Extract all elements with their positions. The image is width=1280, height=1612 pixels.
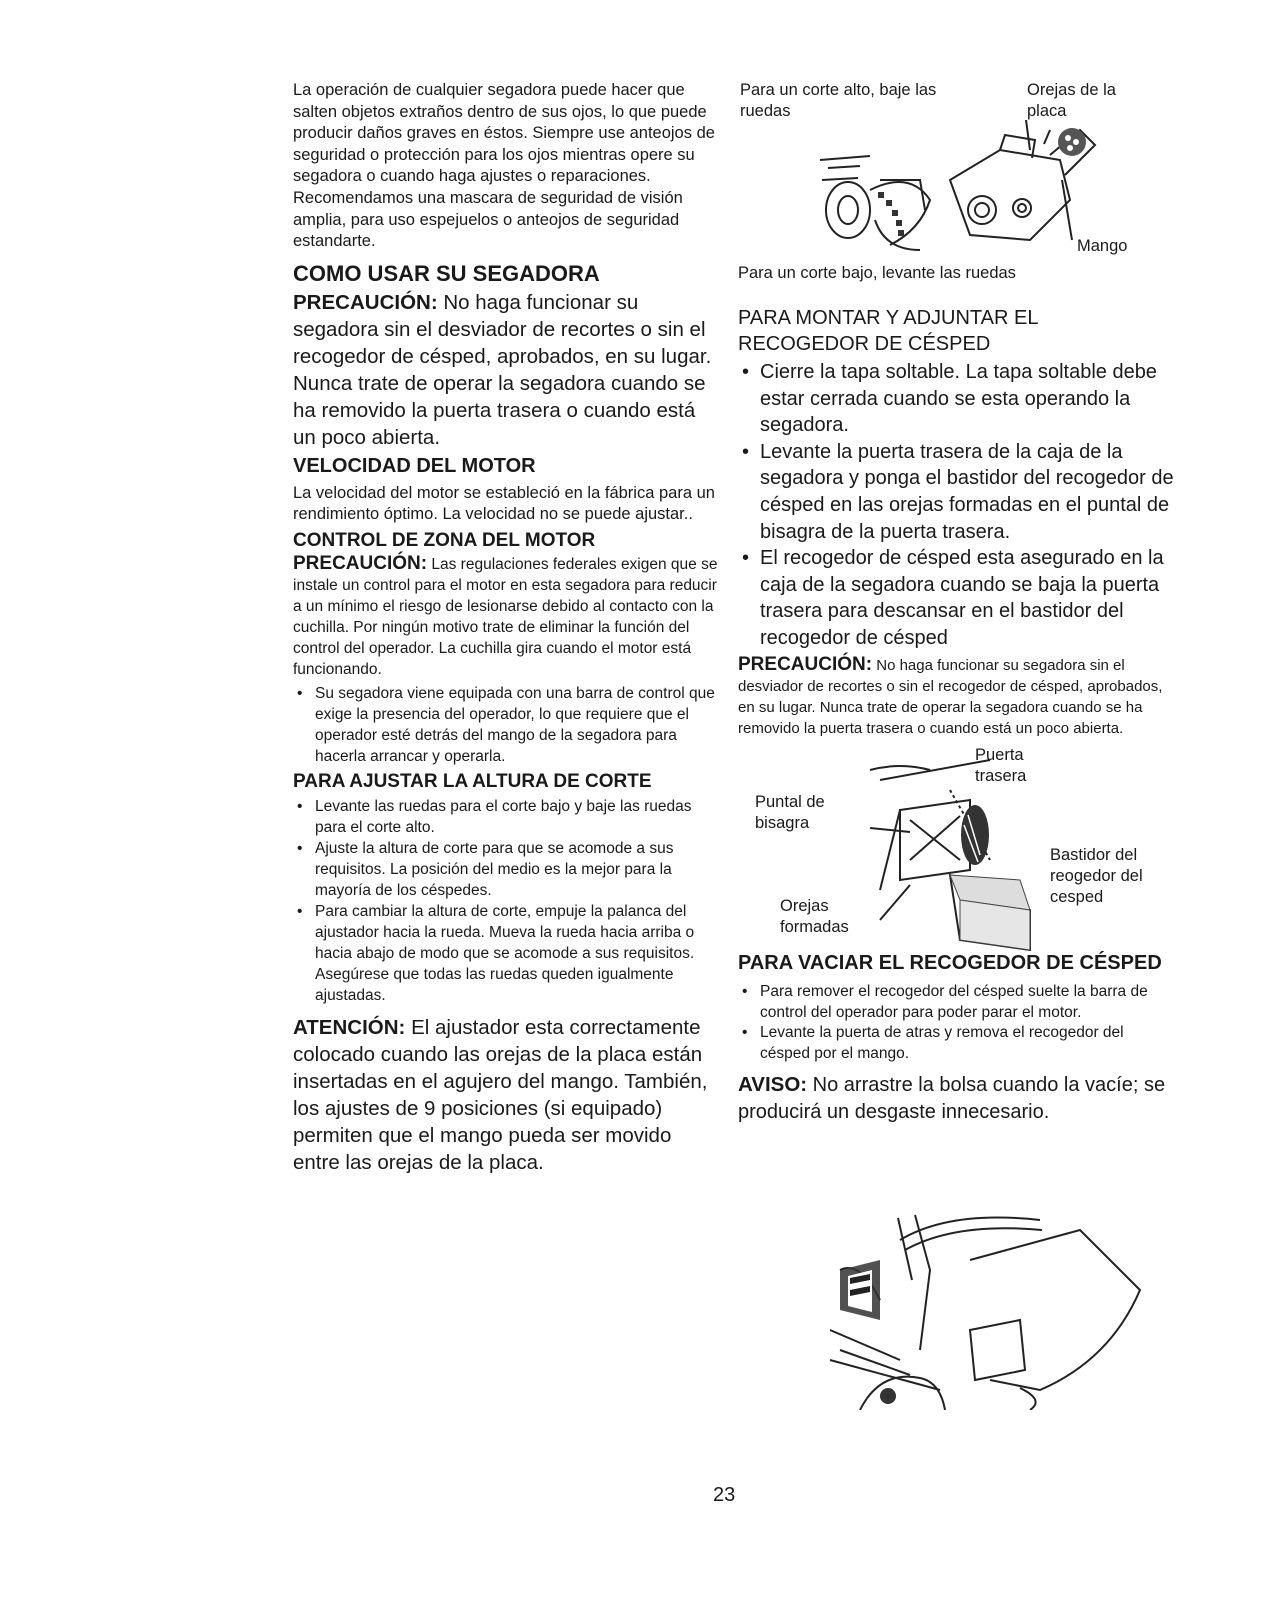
emptying-catcher-illustration	[820, 1210, 1150, 1410]
atencion-lead: ATENCIÓN:	[293, 1015, 406, 1039]
list-item: • Para cambiar la altura de corte, empuje la palanca del ajustador hacia la rueda. Mueva la rueda hacia arriba o hacia abajo de modo que se acomode a sus requisitos. Asegúrese que todas las ruedas queden igualmente ajustadas.	[293, 901, 723, 1006]
left-column	[293, 80, 723, 1176]
fig2-label-bastidor: Bastidor del reogedor del cesped	[1050, 846, 1143, 906]
caution-paragraph-2	[293, 553, 723, 680]
aviso-lead: AVISO:	[738, 1073, 808, 1096]
atencion-text: El ajustador esta correctamente colocado cuando las orejas de la placa están insertadas en el agujero del mango. También, los ajustes de 9 posiciones (si equipado) permiten que el mango pueda ser movido entre las orejas de la placa.	[293, 1015, 708, 1174]
atencion-paragraph	[293, 1014, 723, 1176]
aviso-paragraph	[738, 1072, 1174, 1125]
caution-text-3: No haga funcionar su segadora sin el desviador de recortes o sin el recogedor de césped, aprobados, en su lugar. Nunca trate de operar la segadora cuando se ha removido la puerta trasera o cuando está un poco abierta.	[738, 656, 1163, 737]
fig1-label-corte-alto: Para un corte alto, baje las ruedas	[740, 81, 937, 120]
aviso-text: No arrastre la bolsa cuando la vacíe; se producirá un desgaste innecesario.	[738, 1074, 1166, 1123]
right-column-text-1	[738, 305, 1174, 739]
heading-control-zona: CONTROL DE ZONA DEL MOTOR	[293, 529, 596, 551]
grass-catcher-frame-illustration	[840, 750, 1050, 960]
caution-text-1: No haga funcionar su segadora sin el desviador de recortes o sin el recogedor de césped, aprobados, en su lugar. Nunca trate de operar la segadora cuando se ha removido la puerta trasera o cuando está un poco abierta.	[293, 290, 712, 449]
intro-paragraph: La operación de cualquier segadora puede hacer que salten objetos extraños dentro de sus ojos, lo que puede producir daños graves en éstos. Siempre use anteojos de seguridad o protección para los ojos mientras opere su segadora o cuando haga ajustes o reparaciones. Recomendamos una mascara de seguridad de visión amplia, para uso espejuelos o anteojos de seguridad estandarte.	[293, 81, 715, 251]
caution-lead-1: PRECAUCIÓN:	[293, 290, 438, 314]
heading-velocidad: VELOCIDAD DEL MOTOR	[293, 454, 536, 477]
fig1-caption: Para un corte bajo, levante las ruedas	[738, 264, 1016, 282]
control-bullet-list	[293, 683, 723, 767]
right-column-text-2	[738, 948, 1174, 1125]
caution-lead-2: PRECAUCIÓN:	[293, 552, 428, 574]
fig2-label-orejas-formadas: Orejas formadas	[780, 897, 849, 936]
list-item: • Levante la puerta trasera de la caja de la segadora y ponga el bastidor del recogedor de césped en las orejas formadas en el puntal de bisagra de la puerta trasera.	[738, 439, 1174, 545]
montar-bullet-list	[738, 359, 1174, 652]
fig2-label-puntal-bisagra: Puntal de bisagra	[755, 793, 825, 832]
list-item: • Su segadora viene equipada con una barra de control que exige la presencia del operador, lo que requiere que el operador esté detrás del mango de la segadora para hacerla arrancar y operarla.	[293, 683, 723, 767]
vaciar-bullet-list	[738, 982, 1174, 1064]
list-item: • Cierre la tapa soltable. La tapa soltable debe estar cerrada cuando se esta operando la segadora.	[738, 359, 1174, 439]
heading-como-usar: COMO USAR SU SEGADORA	[293, 260, 600, 286]
caution-paragraph-3	[738, 654, 1174, 739]
caution-paragraph-1	[293, 289, 723, 451]
list-item: • El recogedor de césped esta asegurado en la caja de la segadora cuando se baja la puerta trasera para descansar en el bastidor del recogedor de césped	[738, 545, 1174, 651]
velocidad-paragraph: La velocidad del motor se estableció en la fábrica para un rendimiento óptimo. La velocidad no se puede ajustar..	[293, 483, 715, 524]
list-item: • Para remover el recogedor del césped suelte la barra de control del operador para poder parar el motor.	[738, 982, 1174, 1023]
list-item: • Levante la puerta de atras y remova el recogedor del césped por el mango.	[738, 1023, 1174, 1064]
caution-lead-3: PRECAUCIÓN:	[738, 653, 873, 675]
fig2-label-puerta-trasera: Puerta trasera	[975, 746, 1027, 785]
list-item: • Levante las ruedas para el corte bajo y baje las ruedas para el corte alto.	[293, 796, 723, 838]
altura-bullet-list	[293, 796, 723, 1006]
fig1-label-mango: Mango	[1077, 237, 1128, 255]
caution-text-2: Las regulaciones federales exigen que se instale un control para el motor en esta segadora para reducir a un mínimo el riesgo de lesionarse debido al contacto con la cuchilla. Por ningún motivo trate de eliminar la función del control del operador. La cuchilla gira cuando el motor está funcionando.	[293, 555, 718, 678]
heading-ajustar-altura: PARA AJUSTAR LA ALTURA DE CORTE	[293, 770, 652, 792]
heading-montar-recogedor: PARA MONTAR Y ADJUNTAR EL RECOGEDOR DE CÉSPED	[738, 307, 1038, 355]
list-item: • Ajuste la altura de corte para que se acomode a sus requisitos. La posición del medio es la mejor para la mayoría de los céspedes.	[293, 838, 723, 901]
wheel-adjuster-illustration	[800, 120, 1130, 260]
fig1-label-orejas-placa: Orejas de la placa	[1027, 81, 1116, 120]
page-number: 23	[713, 1484, 736, 1506]
heading-vaciar-recogedor: PARA VACIAR EL RECOGEDOR DE CÉSPED	[738, 952, 1162, 974]
